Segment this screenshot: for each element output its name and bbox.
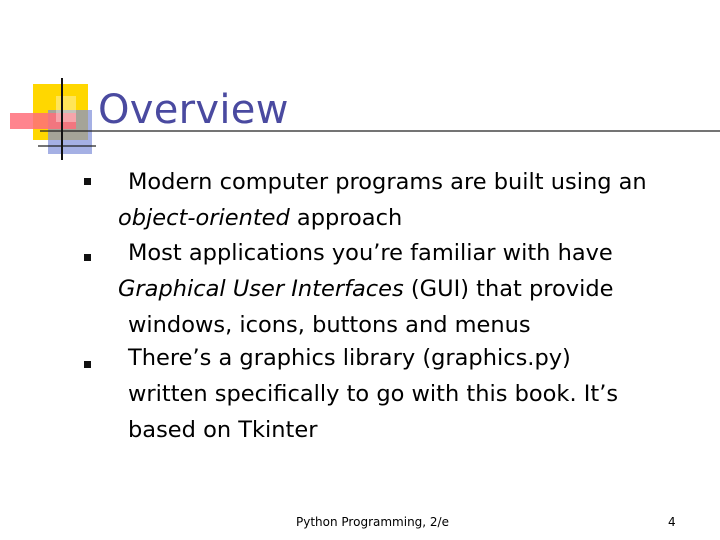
footer-title: Python Programming, 2/e [296, 515, 449, 529]
bullet-2-italic: Graphical User Interfaces [118, 276, 404, 302]
page-number: 4 [668, 515, 676, 529]
bullet-2 [118, 235, 708, 343]
bullet-2-line-1: Most applications you’re familiar with have [128, 240, 613, 266]
bullet-2-line-2 [118, 271, 708, 307]
deco-yellow-square [33, 84, 88, 140]
bullet-marker-2 [84, 254, 91, 261]
deco-red-bar [10, 113, 76, 129]
bullet-3 [128, 340, 708, 448]
bullet-marker-1 [84, 178, 91, 185]
bullet-1-line-2 [118, 200, 708, 236]
bullet-3-line-2: written specifically to go with this book. It’s [128, 381, 619, 407]
bullet-1 [118, 164, 708, 236]
slide-title: Overview [98, 87, 289, 133]
bullet-1-italic: object-oriented [118, 205, 290, 231]
bullet-marker-3 [84, 361, 91, 368]
bullet-3-line-3: based on Tkinter [128, 417, 318, 443]
deco-white-square [56, 96, 76, 122]
bullet-1-line-2-rest: approach [289, 205, 403, 231]
deco-blue-square [48, 110, 92, 154]
bullet-3-line-1: There’s a graphics library (graphics.py) [128, 345, 571, 371]
bullet-2-line-3: windows, icons, buttons and menus [128, 312, 531, 338]
bullet-2-line-2-rest: (GUI) that provide [403, 276, 614, 302]
bullet-1-line-1: Modern computer programs are built using an [128, 169, 647, 195]
